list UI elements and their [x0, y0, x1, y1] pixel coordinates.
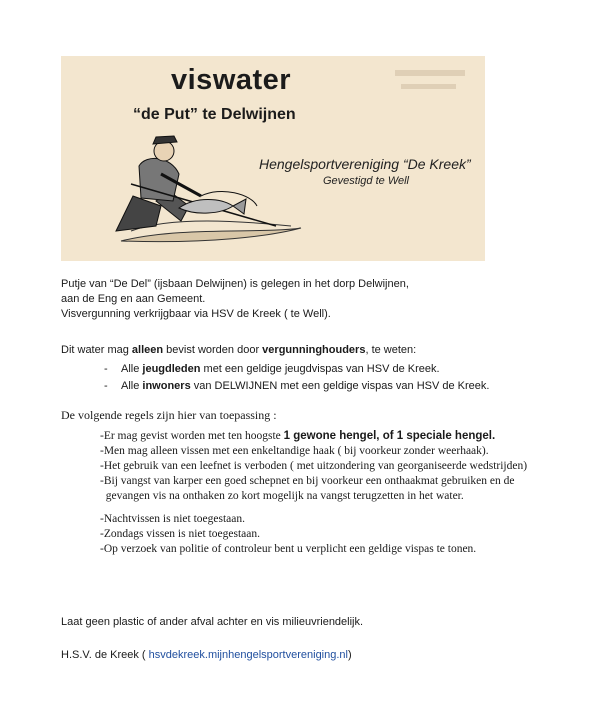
list-text: van DELWIJNEN met een geldige vispas van HSV de Kreek.	[190, 380, 490, 392]
list-text: Alle	[121, 363, 143, 375]
rule-item: -Bij vangst van karper een goed schepnet en bij voorkeur een onthaakmat gebruiken en de	[100, 475, 515, 487]
rule-item: -Nachtvissen is niet toegestaan.	[100, 513, 245, 525]
intro-line: Putje van “De Del” (ijsbaan Delwijnen) is gelegen in het dorp Delwijnen,	[61, 278, 409, 290]
rule-bold: 1 gewone hengel, of 1 speciale hengel.	[283, 430, 496, 442]
rules-heading: De volgende regels zijn hier van toepassing :	[61, 408, 277, 422]
angler-with-fish-illustration-icon	[61, 56, 485, 261]
rule-item	[100, 429, 527, 444]
permit-text: bevist worden door	[163, 344, 263, 356]
rule-item: -Zondags vissen is niet toegestaan.	[100, 528, 261, 540]
permit-statement	[61, 343, 416, 358]
banner-subtitle: “de Put” te Delwijnen	[133, 106, 296, 123]
list-item	[104, 361, 489, 378]
permit-bold-alleen: alleen	[131, 344, 164, 356]
permit-text: , te weten:	[365, 344, 417, 356]
rule-item: -Op verzoek van politie of controleur bent u verplicht een geldige vispas te tonen.	[100, 543, 477, 555]
rule-item: -Het gebruik van een leefnet is verboden ( met uitzondering van georganiseerde wedstrijden)	[100, 460, 528, 472]
club-location: Gevestigd te Well	[323, 175, 410, 187]
permit-text: Dit water mag	[61, 344, 132, 356]
banner-image	[61, 56, 485, 261]
list-bold: inwoners	[142, 380, 191, 392]
list-dash: -	[104, 363, 108, 375]
rule-item: gevangen vis na onthaken zo kort mogelijk na vangst terugzetten in het water.	[100, 490, 464, 502]
rules-list	[100, 429, 527, 504]
environment-note: Laat geen plastic of ander afval achter en vis milieuvriendelijk.	[61, 616, 364, 628]
intro-line: aan de Eng en aan Gemeent.	[61, 293, 206, 305]
rule-text: -Er mag gevist worden met ten hoogste	[100, 430, 284, 442]
permit-bold-vergunninghouders: vergunninghouders	[262, 344, 366, 356]
club-contact-close: )	[347, 649, 352, 661]
club-name: Hengelsportvereniging “De Kreek”	[259, 156, 471, 172]
list-bold: jeugdleden	[142, 363, 201, 375]
rules-list-2	[100, 512, 476, 557]
banner-title: viswater	[171, 64, 292, 96]
list-item	[104, 378, 489, 395]
club-website-link[interactable]: hsvdekreek.mijnhengelsportvereniging.nl	[148, 649, 348, 661]
permit-list	[104, 361, 489, 395]
list-text: Alle	[121, 380, 143, 392]
club-contact	[61, 648, 352, 663]
intro-line: Visvergunning verkrijgbaar via HSV de Kreek ( te Well).	[61, 308, 331, 320]
intro-paragraph	[61, 277, 409, 322]
list-dash: -	[104, 380, 108, 392]
list-text: met een geldige jeugdvispas van HSV de Kreek.	[200, 363, 440, 375]
rule-item: -Men mag alleen vissen met een enkeltandige haak ( bij voorkeur zonder weerhaak).	[100, 445, 489, 457]
club-contact-name: H.S.V. de Kreek (	[61, 649, 149, 661]
